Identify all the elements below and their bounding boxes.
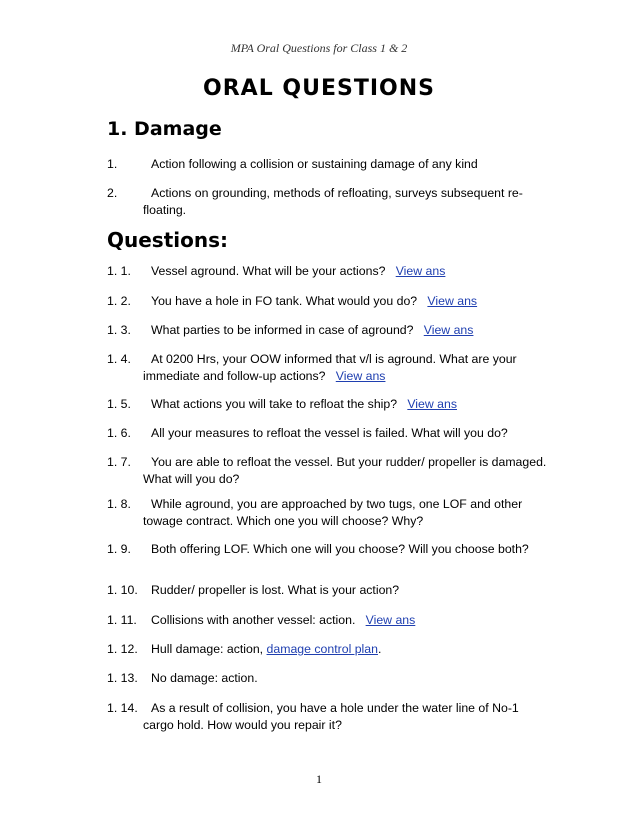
page-number: 1 [316, 772, 322, 786]
question-number: 1. 3. [107, 323, 131, 337]
view-answer-link[interactable]: View ans [427, 294, 478, 308]
question-number: 1. 2. [107, 294, 131, 308]
view-answer-link[interactable]: View ans [335, 369, 386, 383]
question-text: Rudder/ propeller is lost. What is your action? [151, 583, 400, 597]
question-item [107, 293, 547, 310]
question-item [107, 700, 547, 734]
question-number: 1. 14. [107, 701, 138, 715]
question-number: 1. 6. [107, 426, 131, 440]
question-item [107, 396, 547, 413]
syllabus-item [107, 185, 547, 219]
item-number: 2. [107, 186, 118, 200]
question-number: 1. 11. [107, 613, 137, 627]
question-number: 1. 8. [107, 497, 131, 511]
question-text: All your measures to refloat the vessel is failed. What will you do? [151, 426, 508, 440]
question-text: As a result of collision, you have a hole under the water line of No-1 cargo hold. How would you repair it? [143, 701, 519, 732]
question-item [107, 322, 547, 339]
item-number: 1. [107, 157, 118, 171]
question-item [107, 670, 547, 687]
section-heading-questions: Questions: [107, 228, 229, 252]
section-heading-damage: 1. Damage [107, 118, 222, 140]
question-item [107, 641, 547, 658]
page-title: ORAL QUESTIONS [203, 76, 435, 101]
question-number: 1. 1. [107, 264, 131, 278]
view-answer-link[interactable]: View ans [365, 613, 416, 627]
question-item [107, 582, 547, 599]
question-item [107, 263, 547, 280]
question-number: 1. 9. [107, 542, 131, 556]
question-item [107, 351, 547, 385]
item-text: Actions on grounding, methods of refloating, surveys subsequent re-floating. [143, 186, 523, 217]
question-number: 1. 13. [107, 671, 138, 685]
question-item [107, 425, 547, 442]
question-number: 1. 10. [107, 583, 138, 597]
syllabus-item [107, 156, 547, 173]
question-number: 1. 4. [107, 352, 131, 366]
question-number: 1. 7. [107, 455, 131, 469]
question-text: Collisions with another vessel: action. [151, 613, 356, 627]
question-text: You are able to refloat the vessel. But your rudder/ propeller is damaged. What will you do? [143, 455, 547, 486]
running-header: MPA Oral Questions for Class 1 & 2 [230, 41, 408, 55]
question-text: At 0200 Hrs, your OOW informed that v/l is aground. What are your immediate and follow-up actions? [143, 352, 517, 383]
view-answer-link[interactable]: View ans [423, 323, 474, 337]
damage-control-plan-link[interactable]: damage control plan [266, 642, 378, 656]
question-text: What parties to be informed in case of aground? [151, 323, 414, 337]
question-number: 1. 12. [107, 642, 138, 656]
item-text: Action following a collision or sustaining damage of any kind [151, 157, 478, 171]
question-number: 1. 5. [107, 397, 131, 411]
question-item [107, 496, 547, 530]
question-item [107, 612, 547, 629]
view-answer-link[interactable]: View ans [395, 264, 446, 278]
question-text: Hull damage: action, [151, 642, 264, 656]
question-text: You have a hole in FO tank. What would you do? [151, 294, 418, 308]
question-suffix: . [377, 642, 382, 656]
view-answer-link[interactable]: View ans [407, 397, 458, 411]
question-text: Both offering LOF. Which one will you choose? Will you choose both? [151, 542, 529, 556]
question-text: While aground, you are approached by two tugs, one LOF and other towage contract. Which one you will choose? Why? [143, 497, 523, 528]
question-text: What actions you will take to refloat the ship? [151, 397, 398, 411]
question-item [107, 541, 547, 558]
question-item [107, 454, 547, 488]
question-text: No damage: action. [151, 671, 258, 685]
question-text: Vessel aground. What will be your actions? [151, 264, 386, 278]
